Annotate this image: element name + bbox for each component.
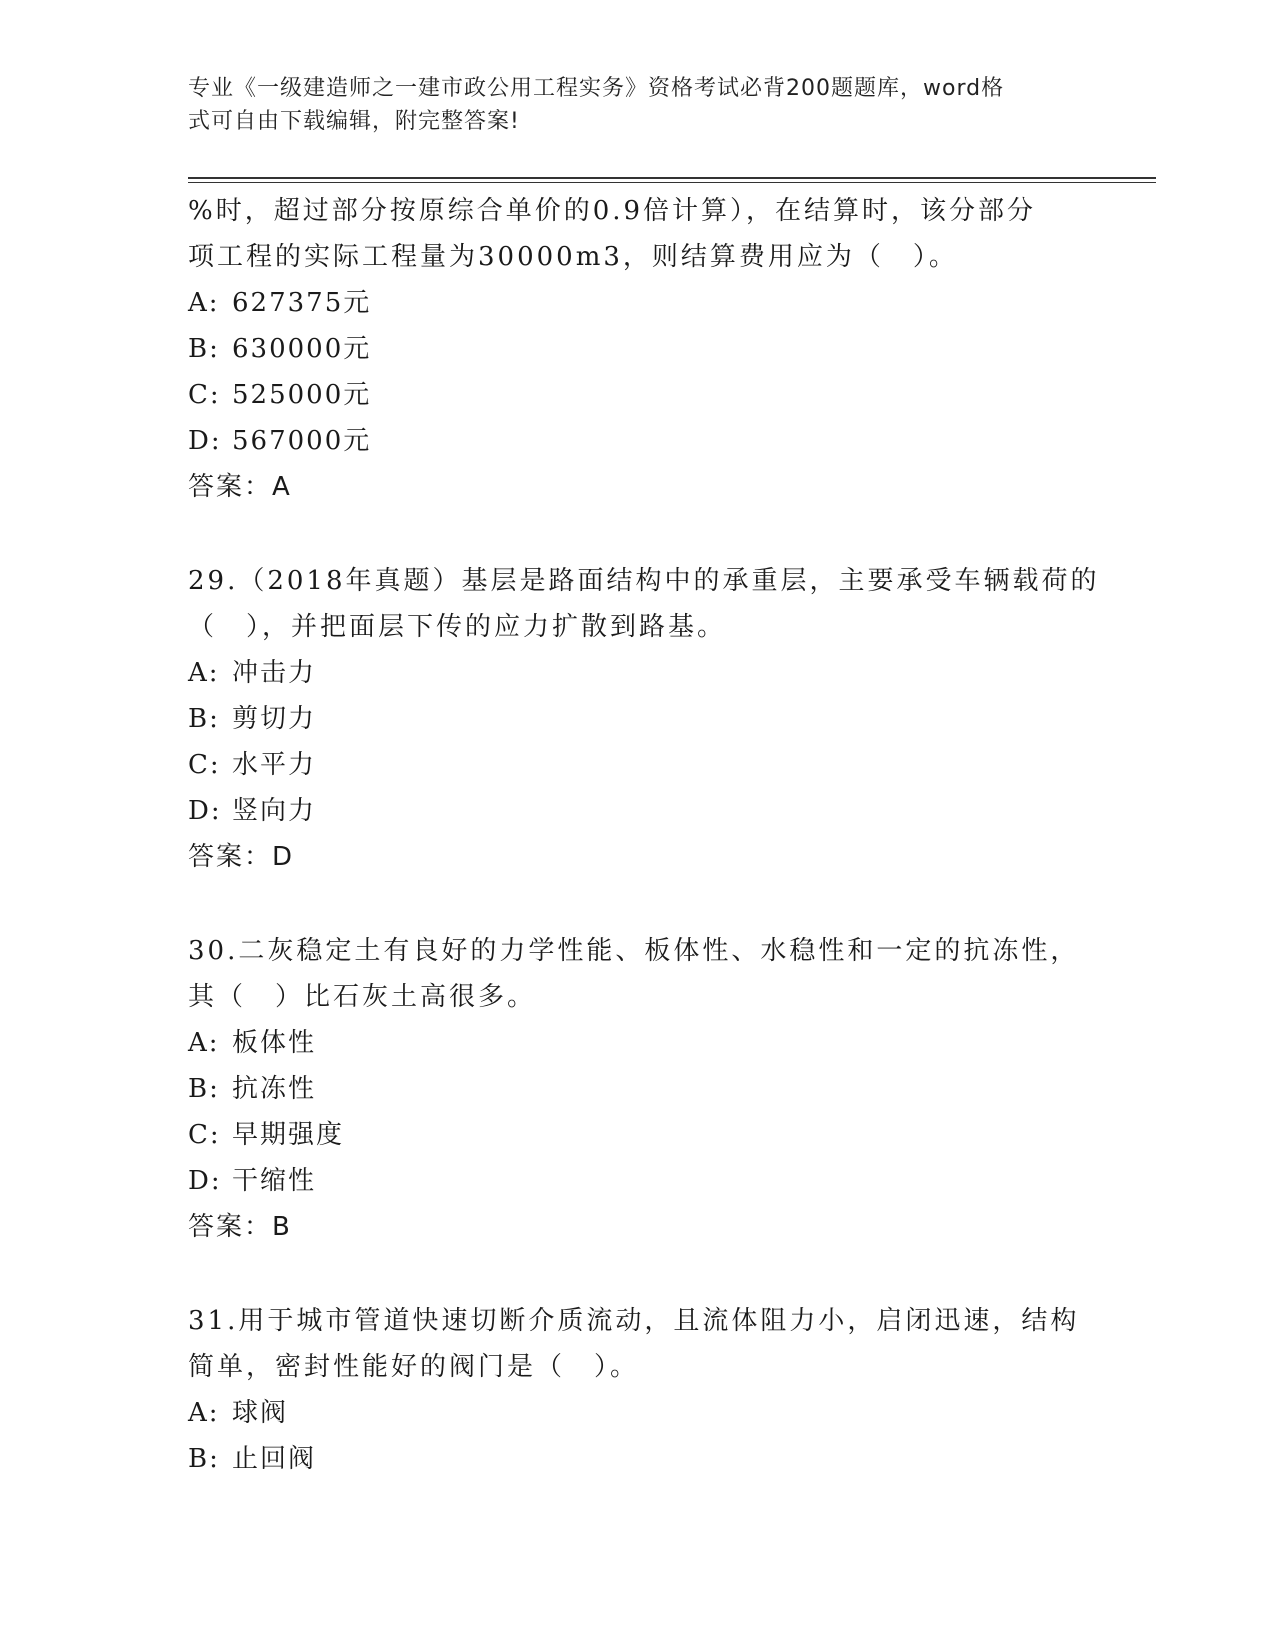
question-block (188, 928, 1088, 1250)
answer-line: 答案：A (188, 472, 292, 502)
header-line-1: 专业《一级建造师之一建市政公用工程实务》资格考试必背200题题库，word格 (188, 76, 1005, 101)
option-c (188, 742, 1088, 788)
header-line-2: 式可自由下载编辑，附完整答案! (188, 109, 520, 134)
answer-line: 答案：B (188, 1212, 292, 1242)
option-a (188, 1390, 1088, 1436)
option-d (188, 788, 1088, 834)
option-b (188, 326, 1088, 372)
question-block (188, 188, 1088, 510)
question-text-line: 其（ ）比石灰土高很多。 (188, 982, 537, 1012)
option-text: 630000元 (232, 334, 372, 364)
option-text: 抗冻性 (232, 1074, 317, 1104)
option-letter: B: (188, 334, 220, 364)
option-letter: A: (188, 288, 220, 318)
option-letter: A: (188, 658, 220, 688)
option-text: 冲击力 (232, 658, 317, 688)
question-list (188, 188, 1100, 1482)
answer-line: 答案：D (188, 842, 295, 872)
option-a (188, 650, 1088, 696)
option-b (188, 1066, 1088, 1112)
header-rule-thick (188, 177, 1156, 179)
option-c (188, 1112, 1088, 1158)
option-b (188, 696, 1088, 742)
option-text: 球阀 (232, 1398, 289, 1428)
question-text-line: 项工程的实际工程量为30000m3，则结算费用应为（ ）。 (188, 242, 958, 272)
option-a (188, 1020, 1088, 1066)
option-letter: C: (188, 750, 221, 780)
option-letter: A: (188, 1028, 220, 1058)
option-a (188, 280, 1088, 326)
question-block (188, 558, 1100, 880)
option-text: 627375元 (232, 288, 372, 318)
option-b (188, 1436, 1088, 1482)
option-text: 水平力 (232, 750, 317, 780)
question-block (188, 1298, 1088, 1482)
option-letter: D: (188, 796, 222, 826)
question-text-line: 29.（2018年真题）基层是路面结构中的承重层，主要承受车辆载荷的 (188, 566, 1100, 596)
option-d (188, 1158, 1088, 1204)
question-text-line: %时，超过部分按原综合单价的0.9倍计算），在结算时，该分部分 (188, 196, 1037, 226)
option-text: 竖向力 (232, 796, 317, 826)
option-text: 525000元 (232, 380, 372, 410)
option-letter: B: (188, 1074, 220, 1104)
question-text-line: （ ），并把面层下传的应力扩散到路基。 (188, 612, 727, 642)
option-c (188, 372, 1088, 418)
option-d (188, 418, 1088, 464)
option-letter: C: (188, 1120, 221, 1150)
question-text-line: 31.用于城市管道快速切断介质流动，且流体阻力小，启闭迅速，结构 (188, 1306, 1080, 1336)
option-letter: D: (188, 1166, 222, 1196)
option-letter: C: (188, 380, 221, 410)
option-letter: B: (188, 1444, 220, 1474)
option-letter: D: (188, 426, 222, 456)
option-text: 剪切力 (232, 704, 317, 734)
option-text: 止回阀 (232, 1444, 317, 1474)
option-text: 干缩性 (232, 1166, 317, 1196)
question-text-line: 30.二灰稳定土有良好的力学性能、板体性、水稳性和一定的抗冻性， (188, 936, 1080, 966)
option-text: 早期强度 (232, 1120, 345, 1150)
option-letter: A: (188, 1398, 220, 1428)
option-text: 板体性 (232, 1028, 317, 1058)
question-text-line: 简单，密封性能好的阀门是（ ）。 (188, 1352, 640, 1382)
option-text: 567000元 (232, 426, 372, 456)
header-rule-thin (188, 182, 1156, 183)
option-letter: B: (188, 704, 220, 734)
document-header (188, 72, 1088, 138)
